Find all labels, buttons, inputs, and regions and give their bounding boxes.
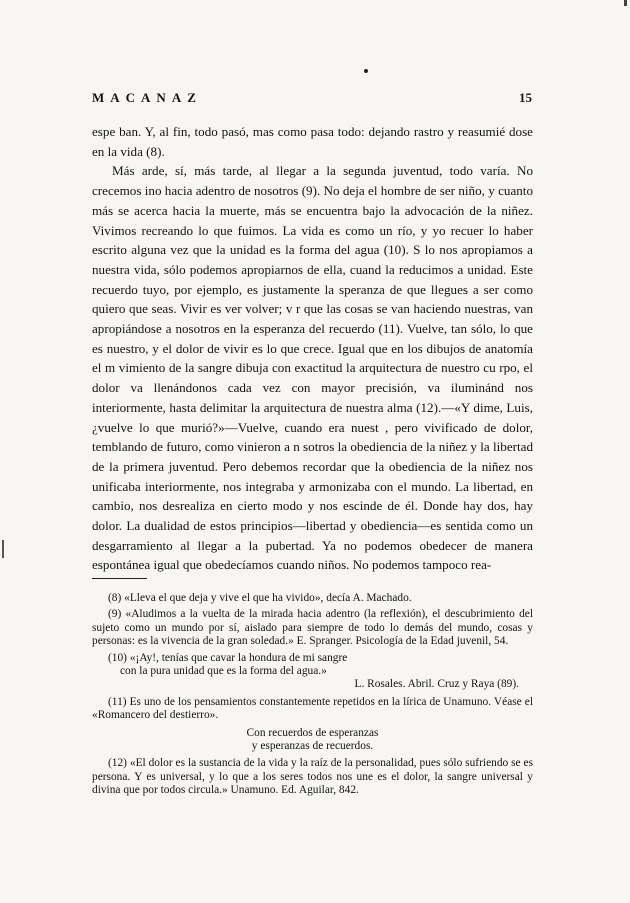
paragraph: espe ban. Y, al fin, todo pasó, mas como pasa todo: dejando rastro y reasumié dose en la vida (8).	[92, 124, 533, 159]
footnote-12: (12) «El dolor es la sustancia de la vida y la raíz de la personalidad, pues sólo sufriendo se es persona. Y es universal, y lo que a los seres todos nos une es el dolor, la sangre universal y divina que por todos circula.» Unamuno. Ed. Aguilar, 842.	[92, 757, 533, 797]
footnote-11-verse-2: y esperanzas de recuerdos.	[251, 740, 374, 753]
footnote-11-verse	[92, 727, 533, 754]
page-number: 15	[519, 90, 532, 105]
footnote-10-label: (10)	[108, 651, 127, 664]
footnote-rule	[92, 578, 147, 579]
printer-dot-mark	[364, 69, 368, 73]
footnotes	[92, 592, 533, 801]
footnote-10-citation: L. Rosales. Abril. Cruz y Raya (89).	[354, 678, 519, 691]
footnote-11-verse-1: Con recuerdos de esperanzas	[246, 726, 379, 739]
footnote-10-verse	[120, 665, 533, 692]
footnote-10-verse-1: «¡Ay!, tenías que cavar la hondura de mi sangre	[129, 651, 348, 664]
footnote-10	[92, 652, 533, 665]
running-title: MACANAZ	[92, 90, 202, 105]
footnote-10-verse-2: con la pura unidad que es la forma del agua.»	[120, 665, 327, 678]
footnote-8: (8) «Lleva el que deja y vive el que ha vivido», decía A. Machado.	[108, 592, 412, 604]
body-text	[92, 122, 533, 575]
footnote-9: (9) «Aludimos a la vuelta de la mirada hacia adentro (la reflexión), el descubrimiento del sujeto como un mundo por sí, aislado para siempre de todo lo demás del mundo, cosas y personas: es la vivencia de la gran soledad.» E. Spranger. Psicología de la Edad juvenil, 54.	[92, 608, 533, 648]
running-head	[92, 90, 532, 108]
page-edge-mark	[2, 540, 4, 558]
footnote-11: (11) Es uno de los pensamientos constantemente repetidos en la lírica de Unamuno. Véase el «Romancero del destierro».	[92, 695, 533, 722]
paragraph: Más arde, sí, más tarde, al llegar a la segunda juventud, todo varía. No crecemos ino hacia adentro de nosotros (9). No deja el hombre de ser niño, y cuanto más se acerca hacia la muerte, más se encuentra bajo la advocación de la niñez. Vivimos recreando lo que fuimos. La vida es como un río, y yo recuer lo haber escrito alguna vez que la unidad es la forma del agua (10). S lo nos apropiamos a nuestra vida, sólo podemos apropiarnos de ella, cuand la reducimos a unidad. Este recuerdo tuyo, por ejemplo, es justamente la speranza de que llegues a ser como quiero que seas. Vivir es ver volver; v r que las cosas se van haciendo nuestras, van apropiándose a nosotros en la esperanza del recuerdo (11). Vuelve, tan sólo, lo que es nuestro, y el dolor de vivir es lo que crece. Igual que en los dibujos de anatomía el m vimiento de la sangre dibuja con exactitud la arquitectura de nuestro cu rpo, el dolor va llenándonos cada vez con mayor precisión, va iluminánd nos interiormente, hasta delimitar la arquitectura de nuestra alma (12).—«Y dime, Luis, ¿vuelve lo que murió?»—Vuelve, cuando era nuest , pero vivificado de dolor, temblando de futuro, como vinieron a n sotros la obediencia de la niñez y la libertad de la primera juventud. Pero debemos recordar que la obediencia de la niñez nos unificaba interiormente, nos integraba y armonizaba con el mundo. La libertad, en cambio, nos desrealiza en cierto modo y nos escinde de él. Donde hay dos, hay dolor. La dualidad de estos principios—libertad y obediencia—es sentida como un desgarramiento al llegar a la pubertad. Ya no podemos obedecer de manera espontánea igual que obedecíamos cuando niños. No podemos tampoco rea-	[92, 163, 533, 573]
page-edge-mark	[624, 0, 627, 6]
